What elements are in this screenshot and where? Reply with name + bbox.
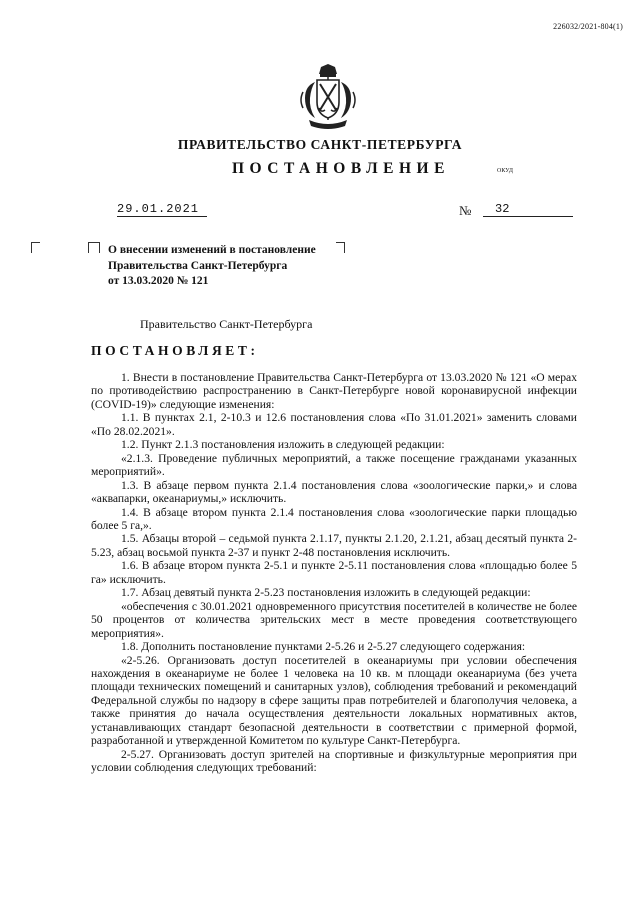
subject-line: О внесении изменений в постановление [108,244,316,256]
body-paragraph: 1. Внести в постановление Правительства Санкт-Петербурга от 13.03.2020 № 121 «О мерах по противодействию распространению в Санкт-Петербурге новой коронавирусной инфекции (COVID-19)» следующие изменения: [91,371,577,411]
document-type: ПОСТАНОВЛЕНИЕ [232,160,450,177]
saint-petersburg-coat-of-arms-icon [299,64,357,132]
body-paragraph: «обеспечения с 30.01.2021 одновременного присутствия посетителей в количестве не более 50 процентов от количества зрительских мест в месте проведения соответствующего мероприятия». [91,599,577,640]
okud-label: ОКУД [497,168,513,174]
body-paragraph: 1.8. Дополнить постановление пунктами 2-5.26 и 2-5.27 следующего содержания: [121,640,526,654]
body-paragraph: 1.6. В абзаце втором пункта 2-5.1 и пункте 2-5.11 постановления слова «площадью более 5 га» исключить. [91,559,577,586]
body-paragraph: 1.3. В абзаце первом пункта 2.1.4 постановления слова «зоологические парки,» и слова «аквапарки, океанариумы,» исключить. [91,478,577,506]
document-subject [108,243,316,290]
document-code: 226032/2021-804(1) [553,22,623,31]
corner-mark-subject-right [336,242,345,253]
body-paragraph: 1.7. Абзац девятый пункта 2-5.23 постановления изложить в следующей редакции: [121,586,531,600]
subject-line: от 13.03.2020 № 121 [108,275,209,287]
body-paragraph: «2-5.26. Организовать доступ посетителей в океанариумы при условии обеспечения нахождения в океанариуме не более 1 человека на 10 кв. м площади океанариума (без учета площади технических помещений и санитарных узлов), соблюдения требований и рекомендаций Федеральной службы по надзору в сфере защиты прав потребителей и благополучия человека, а также принятия до начала осуществления деятельности локальных нормативных актов, устанавливающих стандарт безопасной деятельности в соответствии с примерной формой, разработанной и утвержденной Комитетом по культуре Санкт-Петербурга. [91,653,577,748]
corner-mark-left [31,242,40,253]
body-paragraph: 1.2. Пункт 2.1.3 постановления изложить в следующей редакции: [121,438,445,452]
document-date: 29.01.2021 [117,202,207,217]
government-title: ПРАВИТЕЛЬСТВО САНКТ-ПЕТЕРБУРГА [177,137,463,152]
document-number: 32 [483,202,573,217]
subject-line: Правительства Санкт-Петербурга [108,259,288,272]
body-paragraph: 2-5.27. Организовать доступ зрителей на спортивные и физкультурные мероприятия при условии соблюдения следующих требований: [91,747,577,775]
corner-mark-subject-left-inner [93,242,100,253]
document-body [91,371,577,775]
decree-heading: ПОСТАНОВЛЯЕТ: [91,343,259,358]
number-sign: № [459,203,472,218]
body-paragraph: 1.4. В абзаце втором пункта 2.1.4 постановления слова «зоологические парки площадью более 5 га,». [91,505,577,532]
body-paragraph: «2.1.3. Проведение публичных мероприятий, а также посещение гражданами указанных мероприятий». [91,451,577,479]
body-paragraph: 1.1. В пунктах 2.1, 2-10.3 и 12.6 постановления слова «По 31.01.2021» заменить словами «По 28.02.2021». [91,411,577,438]
body-paragraph: 1.5. Абзацы второй – седьмой пункта 2.1.17, пункты 2.1.20, 2.1.21, абзац десятый пункта 2-5.23, абзац восьмой пункта 2-37 и пункт 2-48 постановления исключить. [91,532,577,559]
preamble: Правительство Санкт-Петербурга [140,317,313,331]
